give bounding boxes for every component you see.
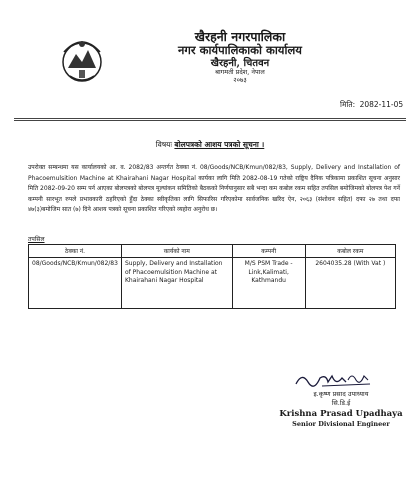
letterhead (150, 30, 330, 85)
subject-text: बोलपत्रको आशय पत्रको सूचना । (174, 140, 265, 149)
government-emblem-icon (58, 34, 106, 86)
handwritten-signature-icon (292, 368, 372, 390)
signatory-role-np: सि.डि.ई (331, 399, 351, 407)
header-amount: कबोल रकम (305, 245, 395, 258)
letter-date (340, 100, 403, 110)
cell-company: M/S PSM Trade -Link,Kalimati, Kathmandu (232, 258, 305, 309)
header-divider-bottom (14, 120, 406, 121)
cell-amount: 2604035.28 (With Vat ) (305, 258, 395, 309)
notice-body: उपरोक्त सम्बन्धमा यस कार्यालयको आ. व. 2082/83 अन्तर्गत ठेक्का नं. 08/Goods/NCB/Kmun/082/83, Supply, Delivery and Installation of Phacoemulsition Machine at Khairahani Nagar Hospital कार्यका लागि मिति 2082-08-19 गतेको राष्ट्रिय दैनिक पत्रिकामा प्रकाशित सूचना अनुसार मिति 2082-09-20 सम्म पर्न आएका बोलपत्रको बोलपत्र मूल्यांकन समितिको बैठकको निर्णयानुसार सबै भन्दा कम कबोल रकम सहित तपसिल बमोजिमको बोलपत्र पेश गर्ने कम्पनी सारभूत रुपले प्रभावकारी ठहरिएको हुँदा ठेक्का स्वीकृतिका लागि सिफारिस गरिएकोमा सार्वजनिक खरिद ऐन, २०६३ (संशोधन सहित) दफा २७ तथा दफा ४७(३)बमोजिम सात (७) दिने आशय पत्रको सूचना प्रकाशित गरिएको व्यहोरा अनुरोध छ। (28, 164, 400, 213)
contract-details-table (28, 244, 396, 309)
signatory-block (266, 390, 416, 429)
office-established: २०७३ (233, 75, 247, 84)
header-work-name: कार्यको नाम (121, 245, 232, 258)
details-label: तपसिल (28, 236, 45, 243)
office-location: खैरहनी, चितवन (210, 57, 270, 69)
office-name: खैरहनी नगरपालिका (194, 29, 286, 44)
date-value: 2082-11-05 (359, 100, 404, 109)
signatory-name: Krishna Prasad Upadhaya (279, 409, 403, 419)
office-sub-name: नगर कार्यपालिकाको कार्यालय (178, 43, 302, 58)
office-address: बागमती प्रदेश, नेपाल (215, 68, 265, 77)
subject-line (0, 140, 420, 150)
table-header-row (29, 245, 396, 258)
date-label: मिति: (340, 100, 356, 109)
signatory-name-np: इ.कृष्ण प्रसाद उपाध्याय (313, 390, 369, 398)
subject-label: विषयः (155, 140, 173, 149)
cell-work-name: Supply, Delivery and Installation of Phacoemulsition Machine at Khairahani Nagar Hospital (121, 258, 232, 309)
header-contract-no: ठेक्का नं. (29, 245, 122, 258)
table-row (29, 258, 396, 309)
signatory-title: Senior Divisional Engineer (292, 420, 390, 428)
header-divider-top (14, 118, 406, 119)
cell-contract-no: 08/Goods/NCB/Kmun/082/83 (29, 258, 122, 309)
header-company: कम्पनी (232, 245, 305, 258)
